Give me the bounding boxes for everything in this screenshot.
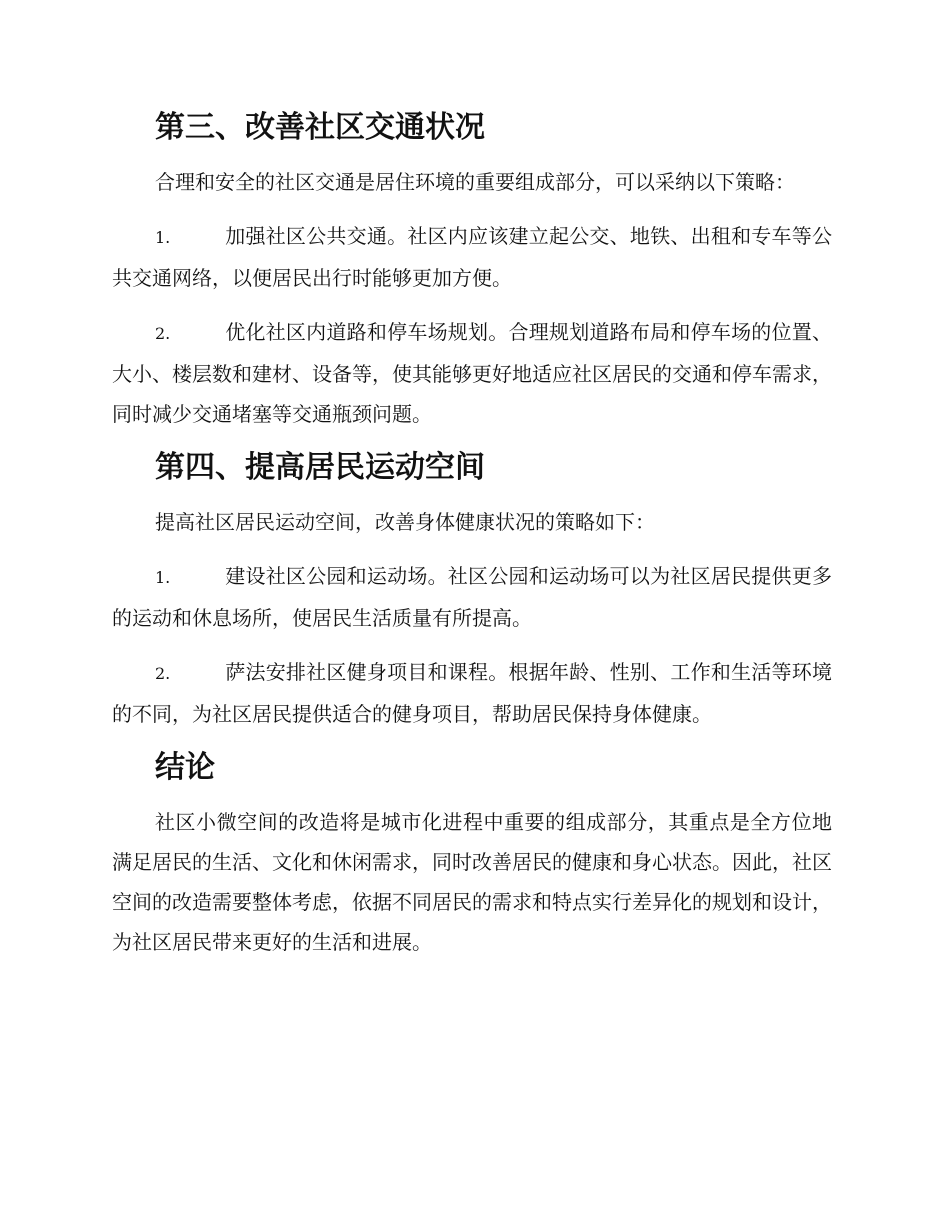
section-intro-exercise: 提高社区居民运动空间，改善身体健康状况的策略如下： (155, 510, 655, 534)
list-number: 1. (155, 568, 171, 587)
document-body (112, 108, 832, 976)
list-item (112, 216, 832, 298)
list-text: 建设社区公园和运动场。社区公园和运动场可以为社区居民提供更多的运动和休息场所，使居民生活质量有所提高。 (112, 564, 832, 630)
list-item (112, 652, 832, 734)
section-heading-exercise: 第四、提高居民运动空间 (155, 450, 485, 485)
list-item (112, 556, 832, 638)
list-text: 加强社区公共交通。社区内应该建立起公交、地铁、出租和专车等公共交通网络，以便居民出行时能够更加方便。 (112, 224, 832, 290)
section-intro-traffic: 合理和安全的社区交通是居住环境的重要组成部分，可以采纳以下策略： (155, 170, 795, 194)
section-heading-conclusion: 结论 (155, 750, 215, 785)
list-number: 1. (155, 228, 171, 247)
list-number: 2. (155, 324, 171, 343)
list-number: 2. (155, 664, 171, 683)
conclusion-text: 社区小微空间的改造将是城市化进程中重要的组成部分，其重点是全方位地满足居民的生活、文化和休闲需求，同时改善居民的健康和身心状态。因此，社区空间的改造需要整体考虑，依据不同居民的需求和特点实行差异化的规划和设计，为社区居民带来更好的生活和进展。 (112, 810, 832, 954)
list-item (112, 312, 832, 434)
section-heading-traffic: 第三、改善社区交通状况 (155, 110, 485, 145)
list-text: 萨法安排社区健身项目和课程。根据年龄、性别、工作和生活等环境的不同，为社区居民提供适合的健身项目，帮助居民保持身体健康。 (112, 660, 832, 726)
list-text: 优化社区内道路和停车场规划。合理规划道路布局和停车场的位置、大小、楼层数和建材、设备等，使其能够更好地适应社区居民的交通和停车需求，同时减少交通堵塞等交通瓶颈问题。 (112, 320, 832, 426)
